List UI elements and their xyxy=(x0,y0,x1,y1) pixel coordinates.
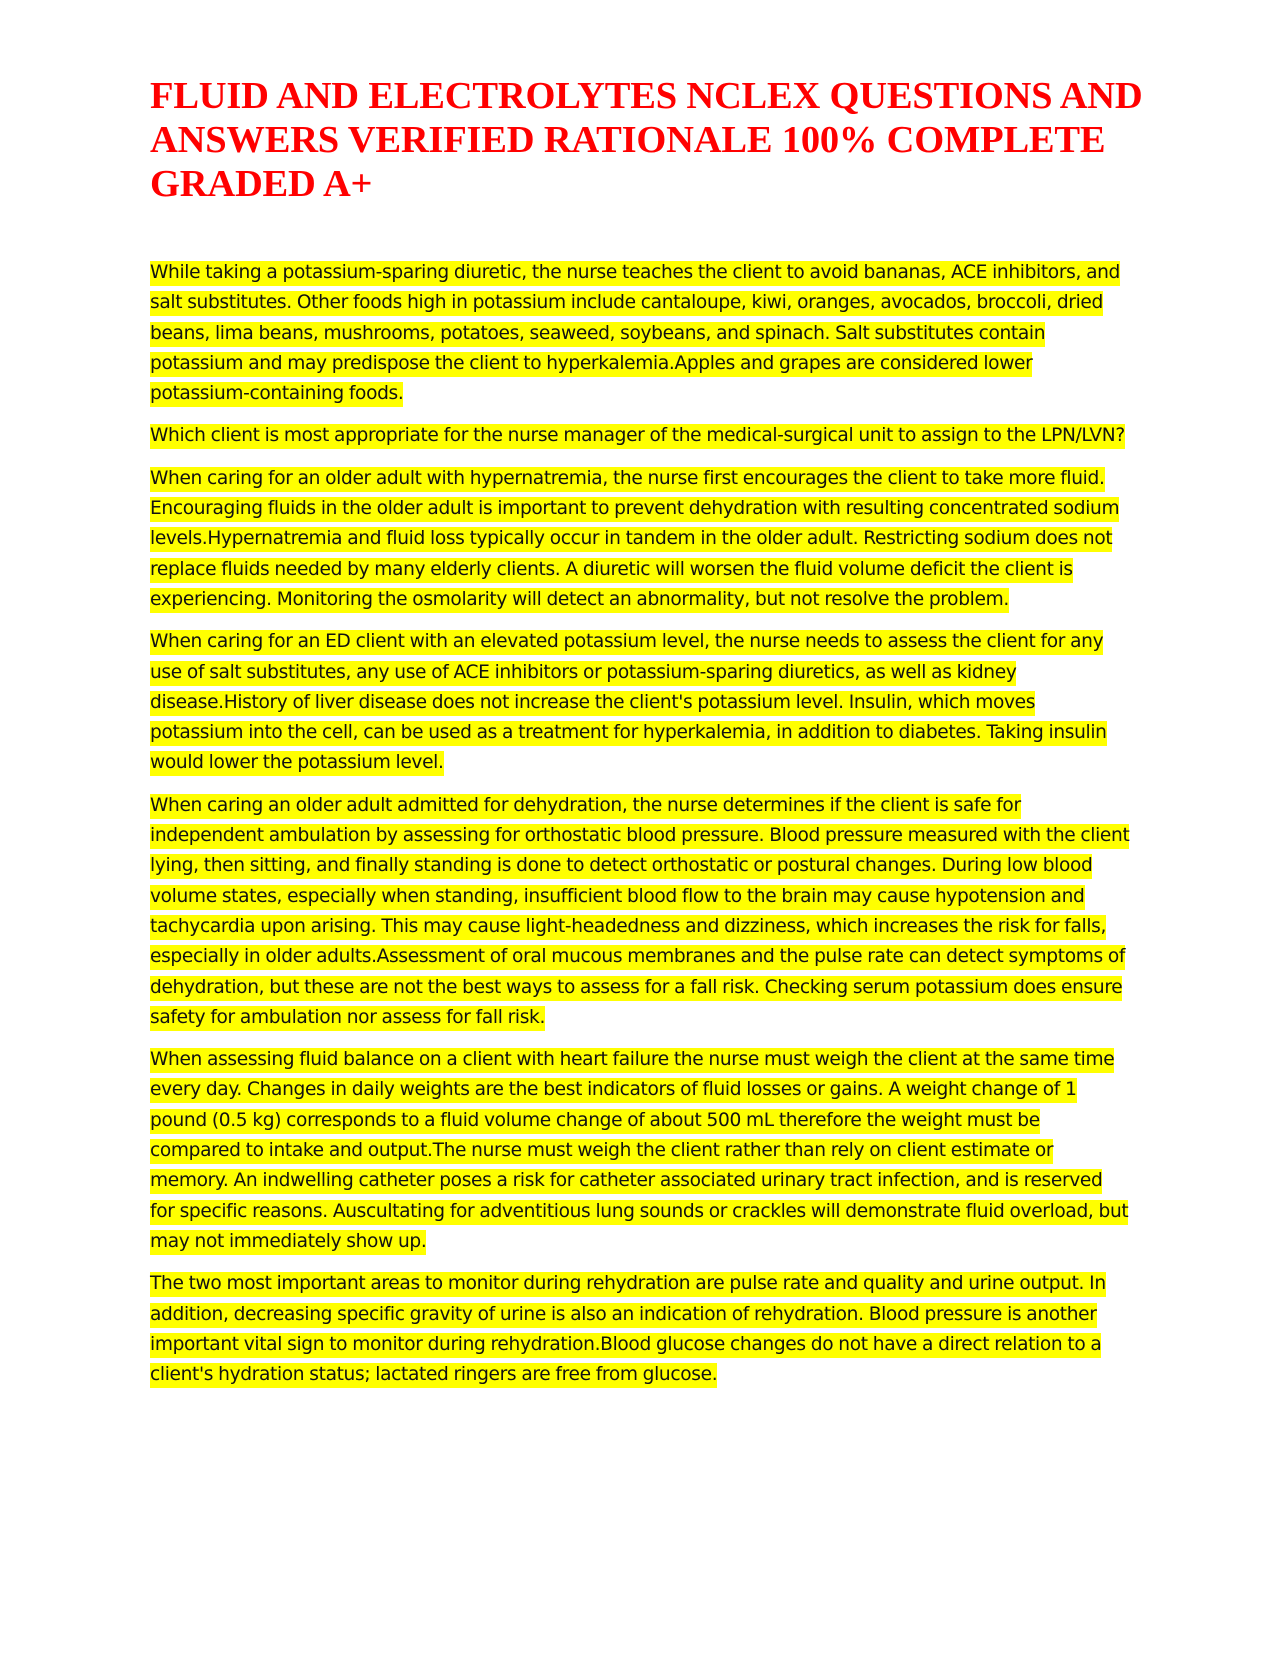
paragraph-rehydration-monitoring xyxy=(150,1269,1130,1390)
paragraph-lpn-assignment xyxy=(150,421,1130,451)
highlighted-text: When caring an older adult admitted for dehydration, the nurse determines if the client is safe for independent ambulation by assessing for orthostatic blood pressure. Blood pressure measured with the client lying, then sitting, and finally standing is done to detect orthostatic or postural changes. During low blood volume states, especially when standing, insufficient blood flow to the brain may cause hypotension and tachycardia upon arising. This may cause light-headedness and dizziness, which increases the risk for falls, especially in older adults.Assessment of oral mucous membranes and the pulse rate can detect symptoms of dehydration, but these are not the best ways to assess for a fall risk. Checking serum potassium does ensure safety for ambulation nor assess for fall risk. xyxy=(150,794,1129,1031)
document-body xyxy=(150,258,1130,1402)
highlighted-text: When assessing fluid balance on a client with heart failure the nurse must weigh the client at the same time every day. Changes in daily weights are the best indicators of fluid losses or gains. A weight change of 1 pound (0.5 kg) corresponds to a fluid volume change of about 500 mL therefore the weight must be compared to intake and output.The nurse must weigh the client rather than rely on client estimate or memory. An indwelling catheter poses a risk for catheter associated urinary tract infection, and is reserved for specific reasons. Auscultating for adventitious lung sounds or crackles will demonstrate fluid overload, but may not immediately show up. xyxy=(150,1048,1128,1255)
highlighted-text: When caring for an ED client with an elevated potassium level, the nurse needs to assess the client for any use of salt substitutes, any use of ACE inhibitors or potassium-sparing diuretics, as well as kidney disease.History of liver disease does not increase the client's potassium level. Insulin, which moves potassium into the cell, can be used as a treatment for hyperkalemia, in addition to diabetes. Taking insulin would lower the potassium level. xyxy=(150,630,1107,776)
paragraph-hypernatremia xyxy=(150,464,1130,615)
paragraph-heart-failure-weight xyxy=(150,1045,1130,1257)
highlighted-text: While taking a potassium-sparing diuretic, the nurse teaches the client to avoid bananas, ACE inhibitors, and salt substitutes. Other foods high in potassium include cantaloupe, kiwi, oranges, avocados, broccoli, dried beans, lima beans, mushrooms, potatoes, seaweed, soybeans, and spinach. Salt substitutes contain potassium and may predispose the client to hyperkalemia.Apples and grapes are considered lower potassium-containing foods. xyxy=(150,261,1120,407)
highlighted-text: Which client is most appropriate for the nurse manager of the medical-surgical unit to assign to the LPN/LVN? xyxy=(150,424,1125,449)
highlighted-text: When caring for an older adult with hypernatremia, the nurse first encourages the client to take more fluid. Encouraging fluids in the older adult is important to prevent dehydration with resulting concentrated sodium levels.Hypernatremia and fluid loss typically occur in tandem in the older adult. Restricting sodium does not replace fluids needed by many elderly clients. A diuretic will worsen the fluid volume deficit the client is experiencing. Monitoring the osmolarity will detect an abnormality, but not resolve the problem. xyxy=(150,467,1119,613)
paragraph-potassium-sparing-diuretic xyxy=(150,258,1130,409)
paragraph-dehydration-ambulation xyxy=(150,791,1130,1033)
highlighted-text: The two most important areas to monitor during rehydration are pulse rate and quality and urine output. In addition, decreasing specific gravity of urine is also an indication of rehydration. Blood pressure is another important vital sign to monitor during rehydration.Blood glucose changes do not have a direct relation to a client's hydration status; lactated ringers are free from glucose. xyxy=(150,1272,1106,1388)
document-title: FLUID AND ELECTROLYTES NCLEX QUESTIONS AND ANSWERS VERIFIED RATIONALE 100% COMPLETE GRADED A+ xyxy=(150,75,1143,205)
paragraph-elevated-potassium xyxy=(150,627,1130,778)
